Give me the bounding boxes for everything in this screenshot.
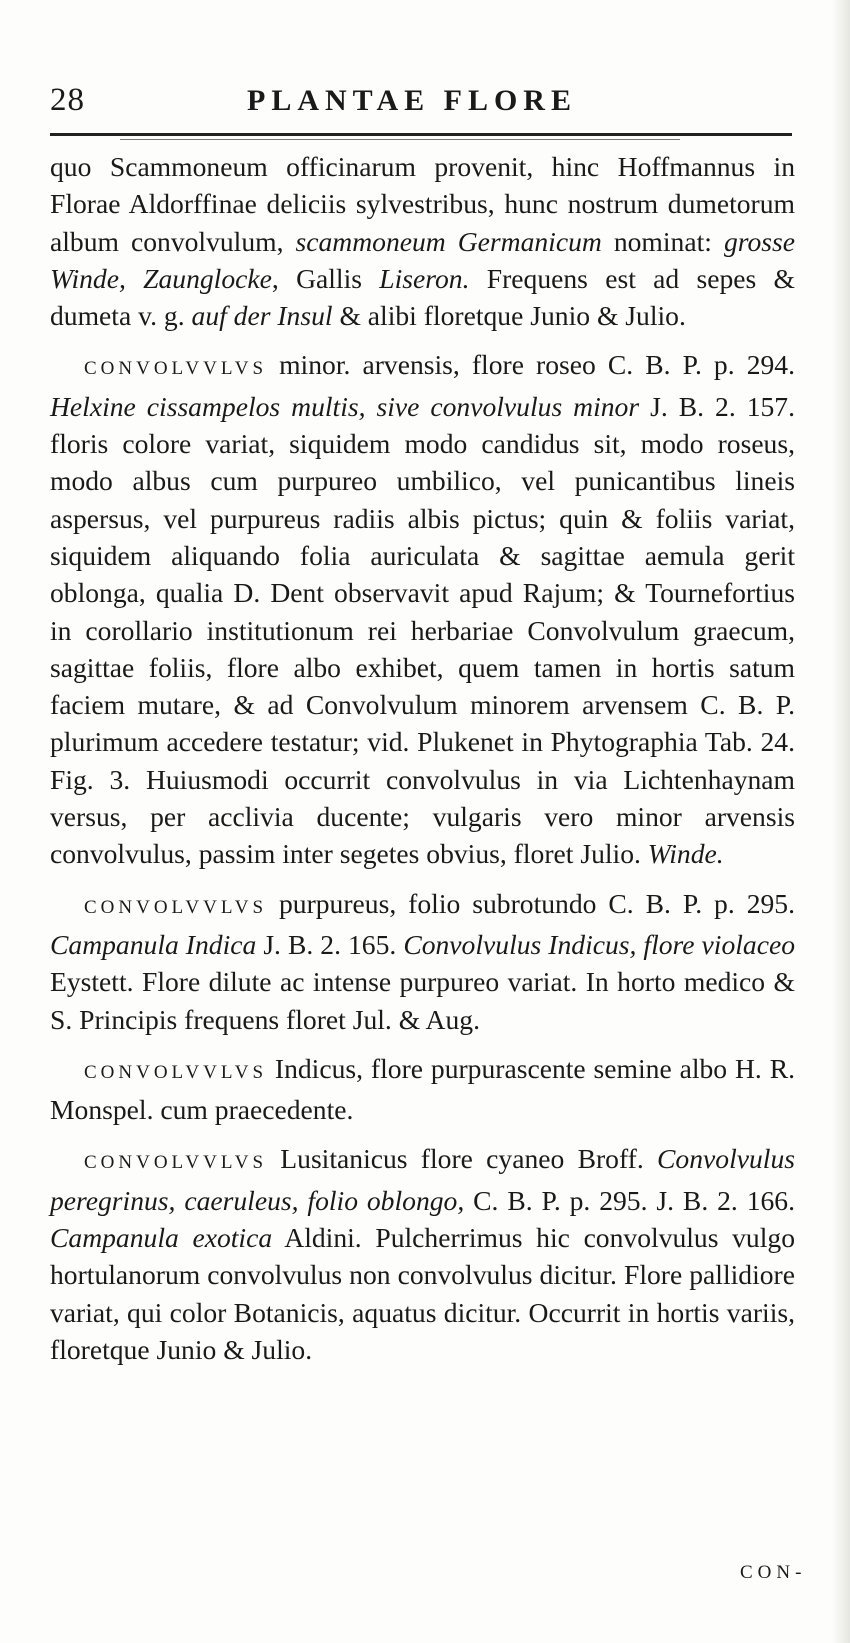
italic-text: Convolvulus peregrinus, caeruleus, folio oblongo,	[50, 1143, 795, 1216]
header-rule-thin	[120, 139, 680, 140]
text-run: J. B. 2. 157. floris colore variat, siquidem modo candidus sit, modo roseus, modo albus cum purpureo umbilico, vel punicantibus lineis aspersus, vel purpureus radiis albis pictus; quin & foliis variat, siquidem aliquando folia auriculata & sagittae aemula gerit oblonga, qualia D. Dent observavit apud Rajum; & Tournefortius in corollario institutionum rei herbariae Convolvulum graecum, sagittae foliis, flore albo exhibet, quem tamen in hortis satum faciem mutare, & ad Convolvulum minorem arvensem C. B. P. plurimum accedere testatur; vid. Plukenet in Phytographia Tab. 24. Fig. 3. Huiusmodi occurrit convolvulus in via Lichtenhaynam versus, per acclivia ducente; vulgaris vero minor arvensis convolvulus, passim inter segetes obvius, floret Julio.	[50, 390, 795, 870]
entry-paragraph	[50, 1140, 795, 1368]
italic-text: Campanula exotica	[50, 1222, 273, 1254]
italic-text: Helxine cissampelos multis, sive convolvulus minor	[50, 390, 640, 422]
text-run: quo Scammoneum officinarum provenit, hinc Hoffmannus in Florae Aldorffinae deliciis sylvestribus, hunc nostrum dumetorum album convolvulum,	[50, 151, 795, 257]
entry-heading: CONVOLVVLVS	[84, 1061, 268, 1083]
text-run: nominat:	[601, 225, 724, 257]
italic-text: scammoneum Germanicum	[295, 225, 602, 257]
entry-heading: CONVOLVVLVS	[84, 896, 268, 918]
text-run: Eystett. Flore dilute ac intense purpureo variat. In horto medico & S. Principis frequens floret Jul. & Aug.	[50, 966, 795, 1035]
text-run: C. B. P. p. 295. J. B. 2. 166.	[464, 1184, 796, 1216]
body-text	[50, 148, 795, 1380]
italic-text: Winde.	[647, 838, 724, 870]
header-rule	[50, 133, 792, 136]
page-edge-shadow	[832, 0, 850, 1643]
text-run: , Gallis	[271, 262, 380, 294]
text-run: Aldini. Pulcherrimus hic convolvulus vulgo hortulanorum convolvulus non convolvulus dicitur. Flore pallidiore variat, qui color Botanicis, aquatus dicitur. Occurrit in hortis variis, floretque Junio & Julio.	[50, 1222, 795, 1365]
entry-heading: CONVOLVVLVS	[84, 1152, 268, 1174]
page-number: 28	[50, 82, 85, 118]
entry-paragraph	[50, 1050, 795, 1129]
text-run: J. B. 2. 165.	[256, 928, 404, 960]
page-header	[50, 78, 790, 128]
italic-text: Liseron.	[379, 262, 470, 294]
running-title: PLANTAE FLORE	[247, 84, 577, 117]
text-run: Lusitanicus flore cyaneo Broff.	[267, 1143, 658, 1175]
entry-paragraph	[50, 885, 795, 1038]
text-run: minor. arvensis, flore roseo C. B. P. p. 294.	[267, 349, 795, 381]
italic-text: Convolvulus Indicus, flore violaceo	[403, 928, 796, 960]
entry-heading: CONVOLVVLVS	[84, 358, 268, 380]
text-run: & alibi floretque Junio & Julio.	[332, 300, 686, 332]
italic-text: grosse Winde, Zaunglocke	[50, 225, 795, 294]
catchword: CON-	[740, 1562, 807, 1583]
continuation-paragraph	[50, 148, 795, 334]
text-run: Indicus, flore purpurascente semine albo H. R. Monspel. cum praecedente.	[50, 1052, 795, 1126]
italic-text: Campanula Indica	[50, 928, 257, 960]
italic-text: auf der Insul	[191, 300, 333, 332]
text-run: purpureus, folio subrotundo C. B. P. p. 295.	[267, 887, 795, 919]
entry-paragraph	[50, 346, 795, 872]
text-run: Frequens est ad sepes & dumeta v. g.	[50, 262, 795, 332]
